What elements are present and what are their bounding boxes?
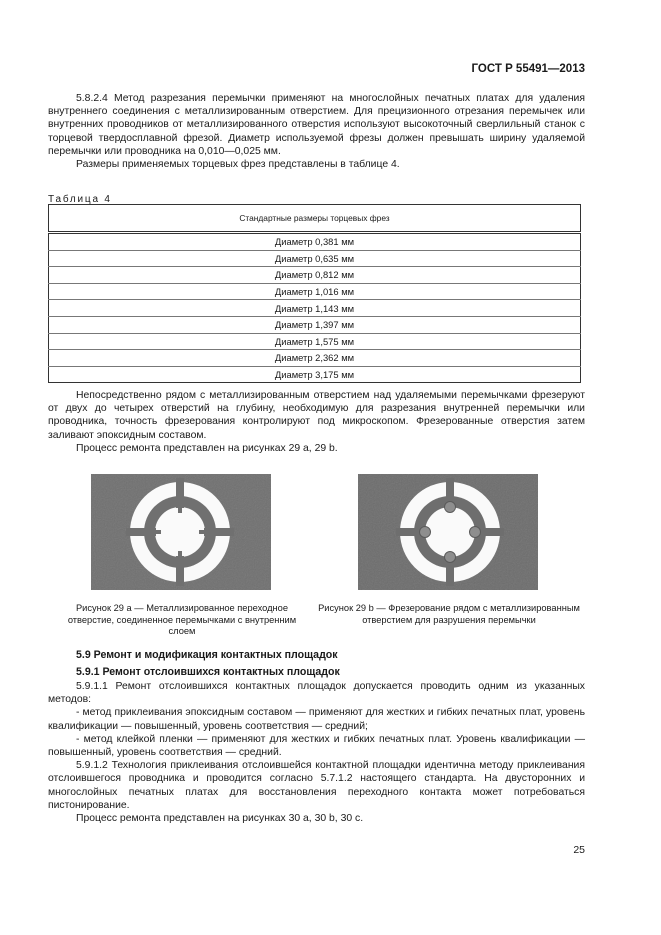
paragraph-epoxy-method: - метод приклеивания эпоксидным составом — применяют для жестких и гибких печатных плат, уровень квалификации — повышенный, уровень соответствия — средний; [48,707,585,732]
figure-29b-caption: Рисунок 29 b — Фрезерование рядом с металлизированным отверстием для разрушения перемычки [318,603,580,625]
table-row: Диаметр 1,397 мм [49,316,581,333]
paragraph-figure-ref: Процесс ремонта представлен на рисунках 29 а, 29 b. [76,442,338,454]
table-row: Диаметр 0,812 мм [49,267,581,284]
table-row: Диаметр 3,175 мм [49,366,581,383]
table-row: Диаметр 2,362 мм [49,350,581,367]
paragraph-film-method: - метод клейкой пленки — применяют для жестких и гибких печатных плат. Уровень квалификации — повышенный, уровень соответствия — средний. [48,733,585,759]
subsection-title: 5.9.1 Ремонт отслоившихся контактных площадок [76,666,340,678]
intro-text-block [48,92,585,171]
paragraph-5-8-2-4: 5.8.2.4 Метод разрезания перемычки применяют на многослойных печатных платах для удаления внутреннего соединения с металлизированным отверстием. Для прецизионного отрезания перемычек или внутренних проводников от металлизированного отверстия используют высокоточный сверлильный станок с торцевой твердосплавной фрезой. Диаметр используемой фрезы должен превышать ширину удаляемой перемычки или проводника на 0,010—0,025 мм. [48,93,585,157]
paragraph-5-9-1-2: 5.9.1.2 Технология приклеивания отслоившейся контактной площадки идентична методу приклеивания отслоившегося проводника и проводится согласно 5.7.1.2 настоящего стандарта. На двусторонних и многослойных печатных платах для восстановления переходного контакта может потребоваться пистонирование. [48,760,585,811]
section-title: 5.9 Ремонт и модификация контактных площадок [76,649,338,661]
paragraph-table-ref: Размеры применяемых торцевых фрез представлены в таблице 4. [76,159,400,171]
table-label: Таблица 4 [48,194,112,205]
cutter-sizes-table [48,204,581,383]
table-row: Диаметр 0,635 мм [49,250,581,267]
table-row: Диаметр 0,381 мм [49,233,581,251]
paragraph-5-9-1-1: 5.9.1.1 Ремонт отслоившихся контактных площадок допускается проводить одним из указанных методов: [48,681,585,706]
figure-29a-caption: Рисунок 29 а — Металлизированное переходное отверстие, соединенное перемычками с внутренним слоем [67,603,297,636]
figure-29b-image [358,474,538,590]
document-code: ГОСТ Р 55491—2013 [471,63,585,75]
milling-text-block [48,389,585,455]
table-header: Стандартные размеры торцевых фрез [49,205,581,233]
paragraph-milling: Непосредственно рядом с металлизированным отверстием над удаляемыми перемычками фрезеруют от двух до четырех отверстий на глубину, необходимую для разрезания внутренней перемычки или проводника, точность фрезерования контролируют под микроскопом. Фрезерованные отверстия затем заливают эпоксидным составом. [48,390,585,441]
page-number: 25 [573,844,585,856]
paragraph-figure-30-ref: Процесс ремонта представлен на рисунках 30 а, 30 b, 30 с. [76,813,364,825]
table-row: Диаметр 1,016 мм [49,283,581,300]
figure-29a-image [91,474,271,590]
repair-text-block [48,680,585,825]
table-row: Диаметр 1,143 мм [49,300,581,317]
table-row: Диаметр 1,575 мм [49,333,581,350]
